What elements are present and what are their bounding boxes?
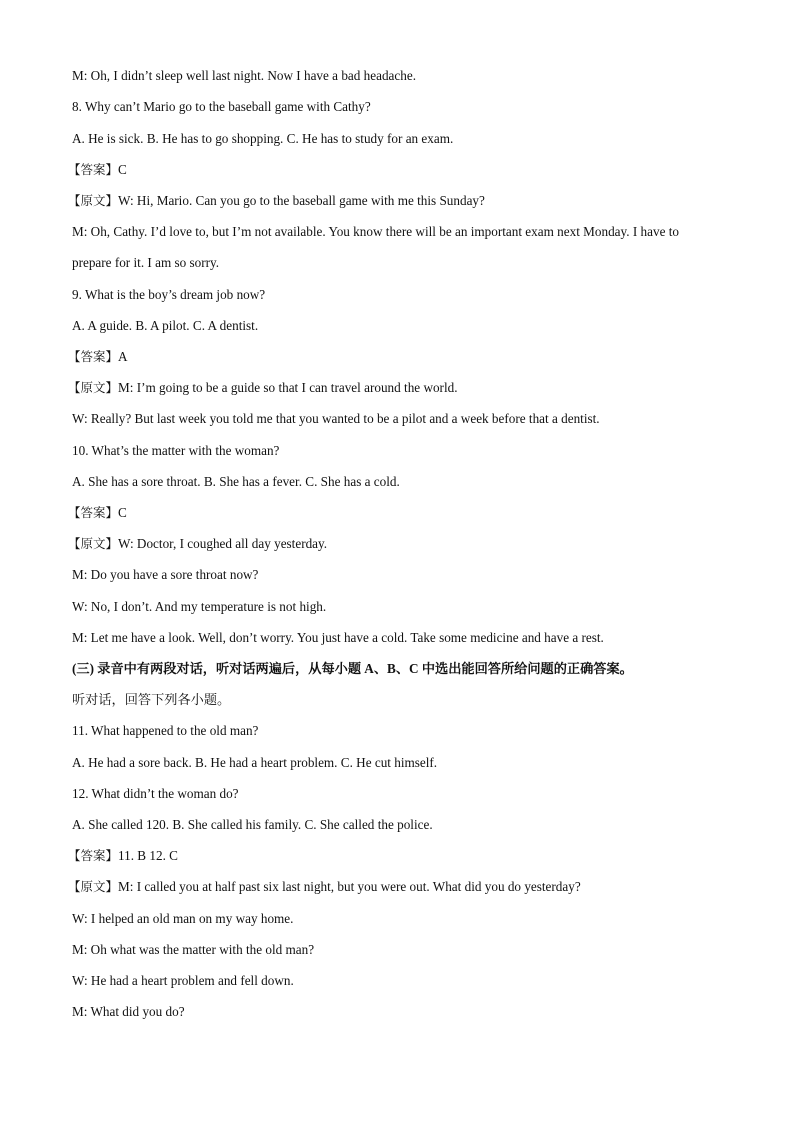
section-instruction: 听对话，回答下列各小题。 [72,692,231,707]
options-8: A. He is sick. B. He has to go shopping. C. He has to study for an exam. [72,131,454,146]
transcript-text: W: Hi, Mario. Can you go to the baseball game with me this Sunday? [118,193,485,208]
transcript-text: W: Doctor, I coughed all day yesterday. [118,536,328,551]
options-9: A. A guide. B. A pilot. C. A dentist. [72,318,259,333]
dialogue-line: prepare for it. I am so sorry. [72,255,220,270]
dialogue-line: M: Oh, I didn’t sleep well last night. Now I have a bad headache. [72,68,417,83]
transcript-10 [68,535,734,553]
answer-tag: 【答案】 [68,162,119,177]
dialogue-line: M: Let me have a look. Well, don’t worry. You just have a cold. Take some medicine and have a rest. [72,630,604,645]
question-8: 8. Why can’t Mario go to the baseball game with Cathy? [72,99,371,114]
transcript-8 [68,192,734,210]
answer-tag: 【答案】 [68,505,119,520]
question-12: 12. What didn’t the woman do? [72,786,239,801]
answer-value: A [118,349,128,364]
dialogue-line: M: Oh what was the matter with the old man? [72,942,315,957]
options-10: A. She has a sore throat. B. She has a fever. C. She has a cold. [72,474,400,489]
dialogue-line: W: I helped an old man on my way home. [72,911,294,926]
dialogue-line: W: Really? But last week you told me that you wanted to be a pilot and a week before that a dentist. [72,411,600,426]
answer-tag: 【答案】 [68,349,119,364]
answer-8 [68,161,734,179]
answer-9 [68,348,734,366]
original-tag: 【原文】 [68,536,119,551]
transcript-11-12 [68,878,734,896]
original-tag: 【原文】 [68,193,119,208]
dialogue-line: M: Oh, Cathy. I’d love to, but I’m not available. You know there will be an important exam next Monday. I have to [72,224,679,239]
answer-10 [68,504,734,522]
dialogue-line: M: What did you do? [72,1004,185,1019]
transcript-text: M: I called you at half past six last night, but you were out. What did you do yesterday? [118,879,581,894]
transcript-text: M: I’m going to be a guide so that I can travel around the world. [118,380,458,395]
options-12: A. She called 120. B. She called his family. C. She called the police. [72,817,433,832]
section-heading: (三) 录音中有两段对话，听对话两遍后，从每小题 A、B、C 中选出能回答所给问题的正确答案。 [72,661,633,676]
question-11: 11. What happened to the old man? [72,723,259,738]
dialogue-line: W: He had a heart problem and fell down. [72,973,294,988]
dialogue-line: M: Do you have a sore throat now? [72,567,259,582]
dialogue-line: W: No, I don’t. And my temperature is not high. [72,599,327,614]
question-10: 10. What’s the matter with the woman? [72,443,280,458]
answer-value: C [118,162,127,177]
transcript-9 [68,379,734,397]
answer-11-12 [68,847,734,865]
answer-tag: 【答案】 [68,848,119,863]
answer-value: C [118,505,127,520]
original-tag: 【原文】 [68,380,119,395]
options-11: A. He had a sore back. B. He had a heart problem. C. He cut himself. [72,755,438,770]
question-9: 9. What is the boy’s dream job now? [72,287,266,302]
original-tag: 【原文】 [68,879,119,894]
answer-value: 11. B 12. C [118,848,178,863]
